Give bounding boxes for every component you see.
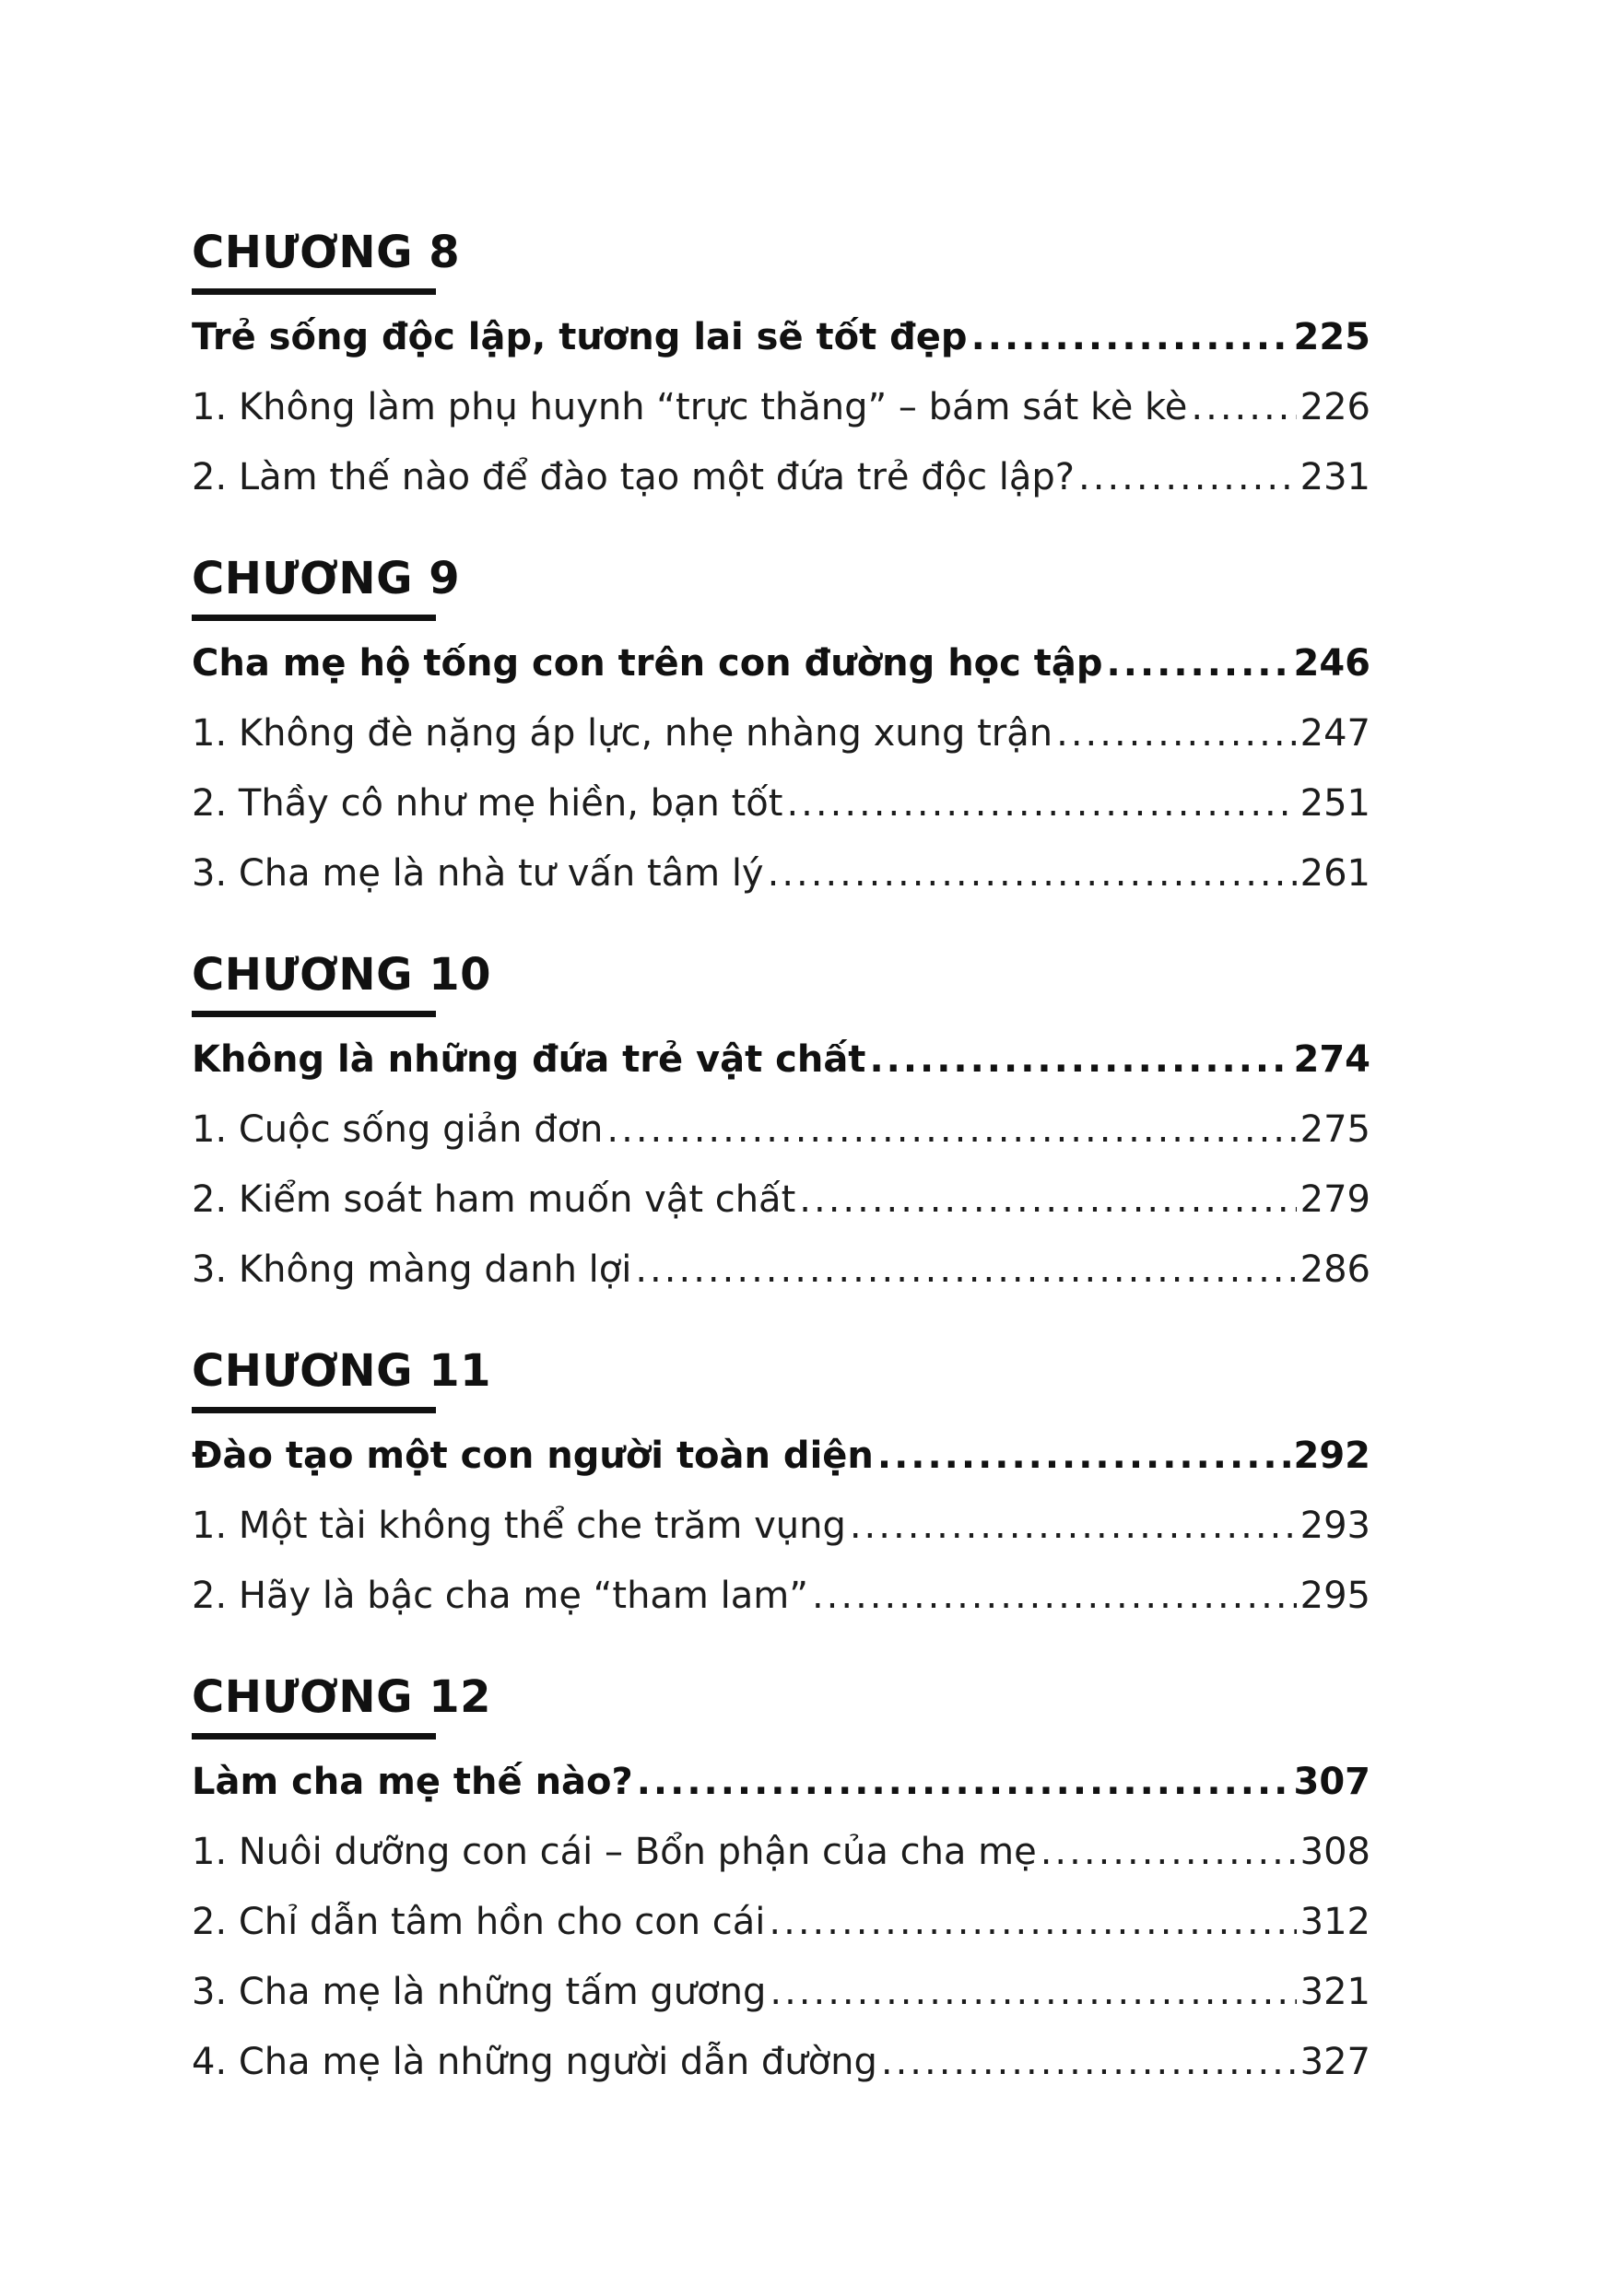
- chapter-title-page: 246: [1293, 642, 1370, 685]
- chapter-title: Trẻ sống độc lập, tương lai sẽ tốt đẹp: [192, 316, 968, 358]
- chapter-title: Làm cha mẹ thế nào?: [192, 1761, 633, 1803]
- item-page: 251: [1299, 782, 1370, 825]
- dot-leader: [786, 781, 1296, 826]
- toc-item-row: [192, 1165, 1370, 1235]
- toc-item-row: [192, 2027, 1370, 2097]
- chapter-block: [192, 228, 1370, 512]
- dot-leader: [1078, 455, 1297, 499]
- dot-leader: [768, 851, 1297, 896]
- item-label: 1. Cuộc sống giản đơn: [192, 1108, 604, 1151]
- chapter-items: [192, 698, 1370, 908]
- toc-item-row: [192, 768, 1370, 838]
- chapter-heading-rule: [192, 1407, 436, 1413]
- item-label: 2. Kiểm soát ham muốn vật chất: [192, 1178, 796, 1221]
- chapter-heading: CHƯƠNG 11: [192, 1345, 492, 1397]
- chapter-block: [192, 1347, 1370, 1631]
- chapter-items: [192, 1095, 1370, 1305]
- chapter-title-page: 292: [1293, 1435, 1370, 1477]
- dot-leader: [850, 1504, 1297, 1548]
- chapter-items: [192, 372, 1370, 512]
- chapter-block: [192, 951, 1370, 1305]
- chapter-items: [192, 1817, 1370, 2097]
- item-page: 321: [1299, 1971, 1370, 2013]
- toc-item-row: [192, 698, 1370, 768]
- dot-leader: [606, 1107, 1296, 1152]
- dot-leader: [1041, 1830, 1297, 1874]
- chapter-block: [192, 555, 1370, 908]
- dot-leader: [869, 1037, 1289, 1082]
- chapter-heading: CHƯƠNG 10: [192, 949, 492, 1001]
- toc-item-row: [192, 838, 1370, 908]
- toc-item-row: [192, 1887, 1370, 1957]
- dot-leader: [1191, 385, 1296, 429]
- item-page: 327: [1299, 2041, 1370, 2083]
- toc-item-row: [192, 1095, 1370, 1165]
- item-page: 279: [1299, 1178, 1370, 1221]
- toc: [192, 228, 1370, 2097]
- dot-leader: [877, 1434, 1290, 1478]
- item-page: 261: [1299, 852, 1370, 895]
- chapter-title-row: [192, 628, 1370, 698]
- item-label: 2. Chỉ dẫn tâm hồn cho con cái: [192, 1901, 766, 1943]
- item-label: 3. Không màng danh lợi: [192, 1248, 632, 1291]
- dot-leader: [1056, 711, 1297, 756]
- item-label: 3. Cha mẹ là những tấm gương: [192, 1971, 767, 2013]
- toc-item-row: [192, 1957, 1370, 2027]
- chapter-block: [192, 1673, 1370, 2097]
- dot-leader: [881, 2040, 1297, 2084]
- item-page: 293: [1299, 1505, 1370, 1547]
- item-label: 1. Nuôi dưỡng con cái – Bổn phận của cha mẹ: [192, 1831, 1037, 1873]
- chapter-heading-rule: [192, 288, 436, 295]
- dot-leader: [1107, 641, 1290, 685]
- item-label: 2. Thầy cô như mẹ hiền, bạn tốt: [192, 782, 783, 825]
- dot-leader: [769, 1900, 1296, 1944]
- item-page: 247: [1299, 712, 1370, 755]
- chapter-heading: CHƯƠNG 8: [192, 227, 461, 278]
- toc-item-row: [192, 372, 1370, 442]
- item-page: 275: [1299, 1108, 1370, 1151]
- item-page: 295: [1299, 1575, 1370, 1617]
- item-label: 2. Làm thế nào để đào tạo một đứa trẻ độc lập?: [192, 456, 1076, 498]
- toc-item-row: [192, 1235, 1370, 1305]
- chapter-heading: CHƯƠNG 9: [192, 553, 461, 604]
- chapter-heading: CHƯƠNG 12: [192, 1671, 492, 1723]
- toc-item-row: [192, 1817, 1370, 1887]
- toc-item-row: [192, 1561, 1370, 1631]
- chapter-title-row: [192, 302, 1370, 372]
- item-label: 2. Hãy là bậc cha mẹ “tham lam”: [192, 1575, 808, 1617]
- chapter-heading-rule: [192, 1733, 436, 1740]
- toc-item-row: [192, 442, 1370, 512]
- dot-leader: [770, 1970, 1296, 2014]
- item-label: 1. Không đè nặng áp lực, nhẹ nhàng xung trận: [192, 712, 1053, 755]
- dot-leader: [637, 1760, 1290, 1804]
- item-page: 226: [1299, 386, 1370, 428]
- dot-leader: [812, 1574, 1297, 1618]
- item-label: 1. Một tài không thể che trăm vụng: [192, 1505, 846, 1547]
- item-page: 286: [1299, 1248, 1370, 1291]
- item-page: 308: [1299, 1831, 1370, 1873]
- dot-leader: [635, 1248, 1296, 1292]
- item-label: 3. Cha mẹ là nhà tư vấn tâm lý: [192, 852, 764, 895]
- chapter-items: [192, 1491, 1370, 1631]
- chapter-title-page: 274: [1293, 1038, 1370, 1081]
- chapter-title: Đào tạo một con người toàn diện: [192, 1435, 874, 1477]
- chapter-heading-rule: [192, 615, 436, 621]
- item-label: 4. Cha mẹ là những người dẫn đường: [192, 2041, 877, 2083]
- item-label: 1. Không làm phụ huynh “trực thăng” – bám sát kè kè: [192, 386, 1188, 428]
- chapter-title: Không là những đứa trẻ vật chất: [192, 1038, 866, 1081]
- item-page: 312: [1299, 1901, 1370, 1943]
- chapter-title-page: 225: [1293, 316, 1370, 358]
- chapter-title-row: [192, 1747, 1370, 1817]
- dot-leader: [971, 315, 1290, 359]
- chapter-title-row: [192, 1025, 1370, 1095]
- chapter-title-page: 307: [1293, 1761, 1370, 1803]
- chapter-title: Cha mẹ hộ tống con trên con đường học tập: [192, 642, 1103, 685]
- item-page: 231: [1299, 456, 1370, 498]
- chapter-title-row: [192, 1421, 1370, 1491]
- toc-item-row: [192, 1491, 1370, 1561]
- chapter-heading-rule: [192, 1011, 436, 1017]
- dot-leader: [799, 1177, 1296, 1222]
